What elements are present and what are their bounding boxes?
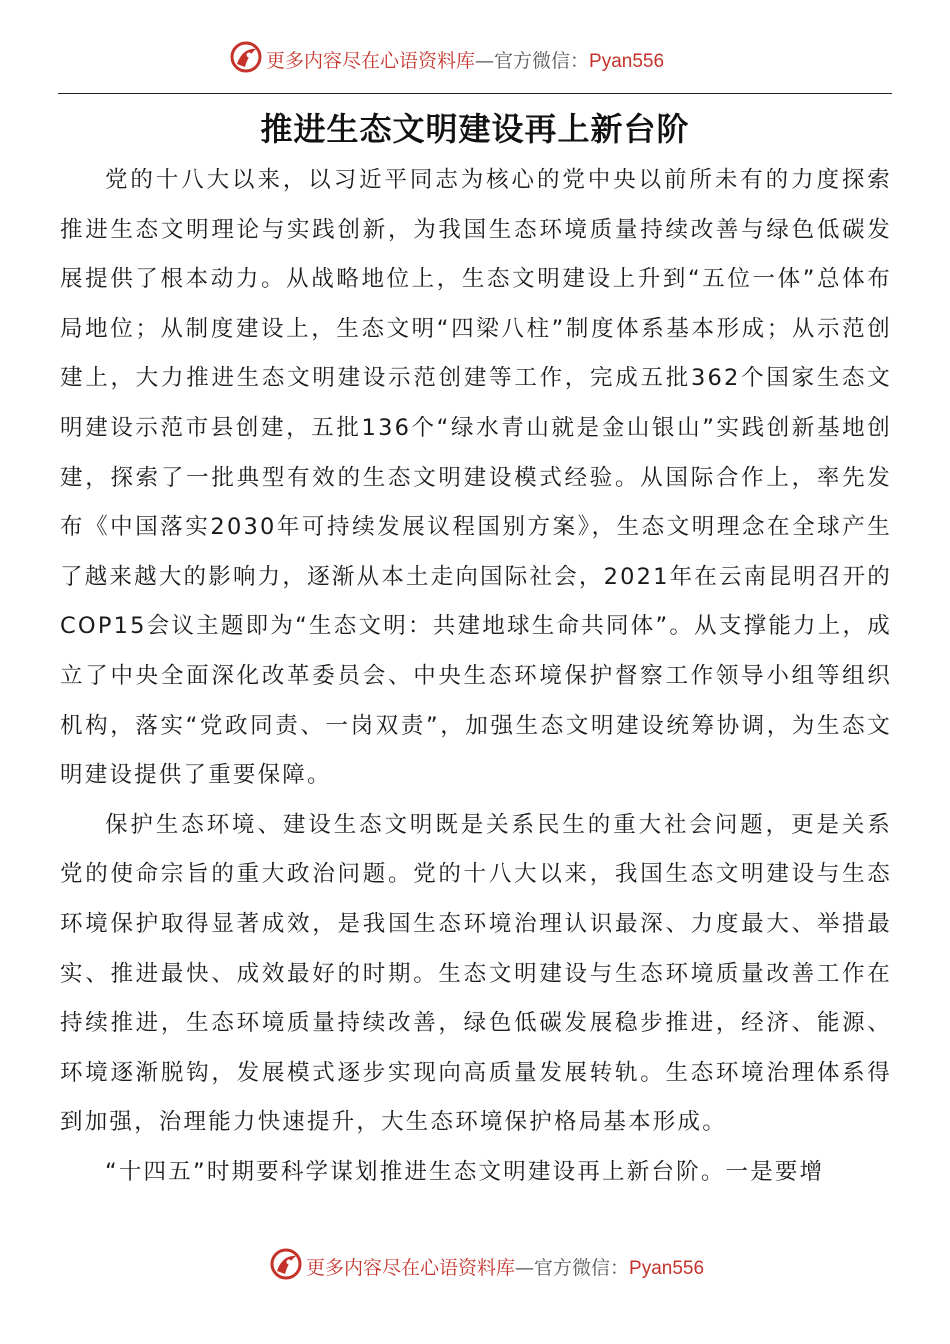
paragraph-1: 党的十八大以来，以习近平同志为核心的党中央以前所未有的力度探索推进生态文明理论与实践创新，为我国生态环境质量持续改善与绿色低碳发展提供了根本动力。从战略地位上，生态文明建设上升到“五位一体”总体布局地位；从制度建设上，生态文明“四梁八柱”制度体系基本形成；从示范创建上，大力推进生态文明建设示范创建等工作，完成五批362个国家生态文明建设示范市县创建，五批136个“绿水青山就是金山银山”实践创新基地创建，探索了一批典型有效的生态文明建设模式经验。从国际合作上，率先发布《中国落实2030年可持续发展议程国别方案》，生态文明理念在全球产生了越来越大的影响力，逐渐从本土走向国际社会，2021年在云南昆明召开的COP15会议主题即为“生态文明：共建地球生命共同体”。从支撑能力上，成立了中央全面深化改革委员会、中央生态环境保护督察工作领导小组等组织机构，落实“党政同责、一岗双责”，加强生态文明建设统筹协调，为生态文明建设提供了重要保障。 bbox=[60, 167, 892, 789]
footer-handle: Pyan556 bbox=[629, 1258, 705, 1279]
document-body bbox=[60, 156, 892, 1197]
header-handle: Pyan556 bbox=[589, 51, 665, 72]
footer-brand: 更多内容尽在心语资料库 bbox=[306, 1257, 516, 1279]
header-divider bbox=[58, 93, 892, 94]
paragraph-2: 保护生态环境、建设生态文明既是关系民生的重大社会问题，更是关系党的使命宗旨的重大政治问题。党的十八大以来，我国生态文明建设与生态环境保护取得显著成效，是我国生态环境治理认识最深、力度最大、举措最实、推进最快、成效最好的时期。生态文明建设与生态环境质量改善工作在持续推进，生态环境质量持续改善，绿色低碳发展稳步推进，经济、能源、环境逐渐脱钩，发展模式逐步实现向高质量发展转轨。生态环境治理体系得到加强，治理能力快速提升，大生态环境保护格局基本形成。 bbox=[60, 811, 892, 1136]
header-watermark-text bbox=[266, 46, 664, 73]
header-brand: 更多内容尽在心语资料库 bbox=[266, 50, 476, 72]
footer-dash: — bbox=[515, 1257, 535, 1279]
page-footer bbox=[0, 1245, 950, 1289]
document-title: 推进生态文明建设再上新台阶 bbox=[260, 110, 690, 148]
brand-logo-icon bbox=[229, 40, 263, 78]
paragraph-3: “十四五”时期要科学谋划推进生态文明建设再上新台阶。一是要增 bbox=[105, 1158, 825, 1185]
footer-brand-logo-icon bbox=[269, 1247, 303, 1285]
page-header bbox=[0, 38, 950, 82]
footer-wechat-label: 官方微信： bbox=[534, 1257, 630, 1279]
footer-watermark-text bbox=[306, 1253, 704, 1280]
header-wechat-label: 官方微信： bbox=[494, 50, 590, 72]
header-dash: — bbox=[475, 50, 495, 72]
